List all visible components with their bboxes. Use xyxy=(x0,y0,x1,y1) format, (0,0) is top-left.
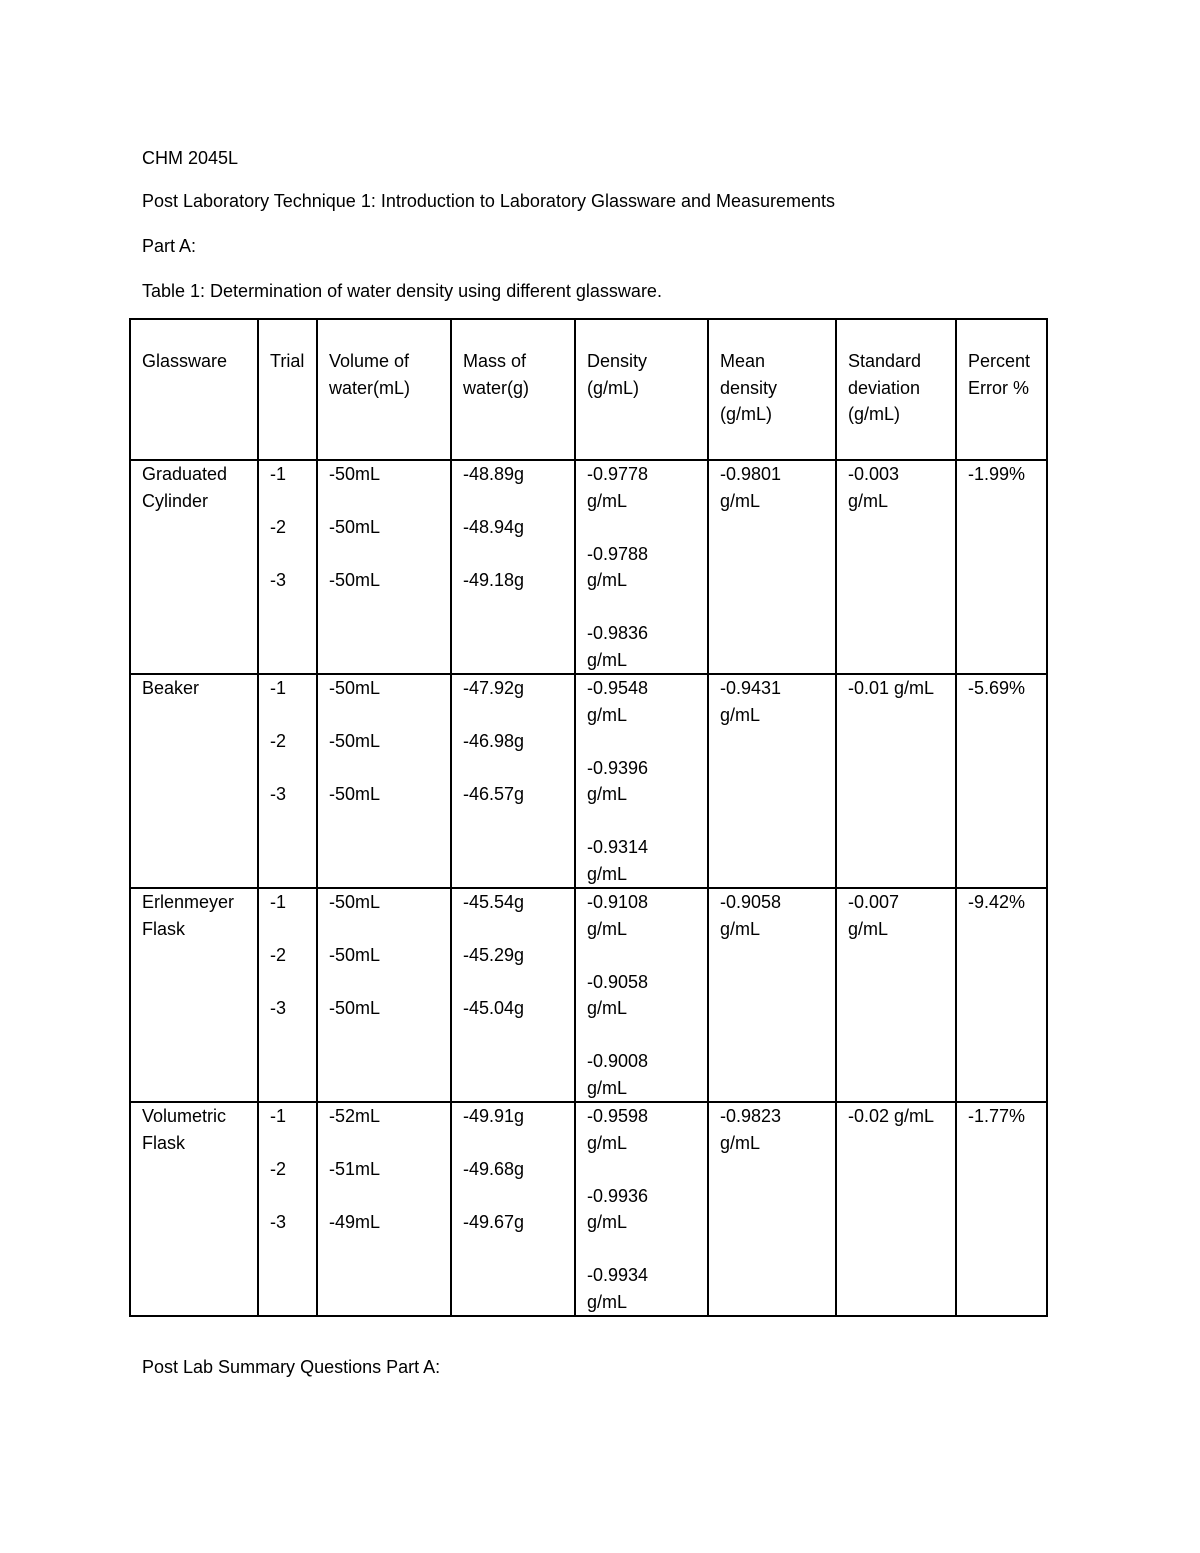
density-unit: g/mL xyxy=(587,490,628,511)
header-error xyxy=(956,319,1047,460)
header-glassware xyxy=(130,319,258,460)
mass-value: -46.57g xyxy=(463,784,525,804)
trial-cell xyxy=(258,1102,317,1316)
part-heading: Part A: xyxy=(142,236,197,256)
density-value: -0.9008 xyxy=(587,1051,649,1071)
trial-value: -2 xyxy=(270,945,287,965)
header-mass-line2: water(g) xyxy=(463,377,530,398)
density-value: -0.9598 xyxy=(587,1106,649,1126)
density-value: -0.9396 xyxy=(587,757,649,778)
header-trial xyxy=(258,319,317,460)
percent-error-value: -1.99% xyxy=(968,464,1026,484)
header-mean xyxy=(708,319,836,460)
percent-error-value: -5.69% xyxy=(968,678,1026,698)
mass-value: -49.68g xyxy=(463,1159,525,1179)
percent-error-cell xyxy=(956,460,1047,674)
density-value: -0.9314 xyxy=(587,837,649,857)
std-dev-cell xyxy=(836,460,956,674)
mass-cell xyxy=(451,460,575,674)
trial-value: -1 xyxy=(270,892,287,912)
glassware-cell xyxy=(130,674,258,888)
mean-density-cell xyxy=(708,674,836,888)
percent-error-cell xyxy=(956,674,1047,888)
header-std-line3: (g/mL) xyxy=(848,404,901,424)
mean-density-unit: g/mL xyxy=(720,918,761,939)
density-unit: g/mL xyxy=(587,570,628,590)
density-cell xyxy=(575,1102,708,1316)
volume-cell xyxy=(317,888,451,1102)
trial-cell xyxy=(258,674,317,888)
mass-cell xyxy=(451,888,575,1102)
mean-density-unit: g/mL xyxy=(720,704,761,725)
mass-cell xyxy=(451,1102,575,1316)
trial-value: -3 xyxy=(270,570,287,590)
glassware-name-line2: Cylinder xyxy=(142,490,209,511)
mean-density-unit: g/mL xyxy=(720,1132,761,1153)
header-mass-line1: Mass of xyxy=(463,351,527,371)
trial-value: -3 xyxy=(270,784,287,804)
density-value: -0.9058 xyxy=(587,971,649,992)
std-dev-value: -0.02 g/mL xyxy=(848,1106,935,1126)
density-value: -0.9934 xyxy=(587,1265,649,1285)
percent-error-value: -9.42% xyxy=(968,892,1026,912)
mass-value: -45.04g xyxy=(463,998,525,1018)
trial-cell xyxy=(258,888,317,1102)
header-error-line2: Error % xyxy=(968,377,1030,398)
density-unit: g/mL xyxy=(587,649,628,670)
mean-density-value: -0.9431 xyxy=(720,678,782,698)
table-row xyxy=(130,460,1047,674)
density-value: -0.9548 xyxy=(587,678,649,698)
glassware-name-line1: Volumetric xyxy=(142,1106,227,1126)
table-header-row xyxy=(130,319,1047,460)
mean-density-value: -0.9058 xyxy=(720,892,782,912)
density-unit: g/mL xyxy=(587,1132,628,1153)
volume-value: -50mL xyxy=(329,517,381,537)
header-volume-line1: Volume of xyxy=(329,351,410,371)
mass-value: -49.67g xyxy=(463,1212,525,1232)
volume-value: -50mL xyxy=(329,731,381,751)
density-unit: g/mL xyxy=(587,1077,628,1098)
std-dev-value: -0.003 xyxy=(848,464,900,484)
header-error-line1: Percent xyxy=(968,351,1031,371)
std-dev-cell xyxy=(836,674,956,888)
trial-value: -1 xyxy=(270,464,287,484)
std-dev-cell xyxy=(836,888,956,1102)
trial-value: -2 xyxy=(270,731,287,751)
trial-value: -3 xyxy=(270,1212,287,1232)
density-value: -0.9836 xyxy=(587,623,649,643)
glassware-cell xyxy=(130,1102,258,1316)
std-dev-value: -0.007 xyxy=(848,892,900,912)
trial-value: -1 xyxy=(270,1106,287,1126)
density-value: -0.9936 xyxy=(587,1185,649,1206)
volume-cell xyxy=(317,674,451,888)
density-value: -0.9108 xyxy=(587,892,649,912)
mass-value: -49.18g xyxy=(463,570,525,590)
percent-error-value: -1.77% xyxy=(968,1106,1026,1126)
std-dev-unit: g/mL xyxy=(848,918,889,939)
density-unit: g/mL xyxy=(587,704,628,725)
header-trial-label: Trial xyxy=(270,351,305,371)
volume-value: -50mL xyxy=(329,945,381,965)
mass-value: -46.98g xyxy=(463,731,525,751)
mass-value: -48.94g xyxy=(463,517,525,537)
header-mass xyxy=(451,319,575,460)
summary-questions-heading: Post Lab Summary Questions Part A: xyxy=(142,1357,441,1377)
trial-value: -2 xyxy=(270,517,287,537)
density-cell xyxy=(575,674,708,888)
volume-value: -50mL xyxy=(329,998,381,1018)
mean-density-value: -0.9801 xyxy=(720,464,782,484)
mass-value: -49.91g xyxy=(463,1106,525,1126)
std-dev-value: -0.01 g/mL xyxy=(848,678,935,698)
volume-value: -51mL xyxy=(329,1159,381,1179)
document-title: Post Laboratory Technique 1: Introduction to Laboratory Glassware and Measurements xyxy=(142,191,836,211)
glassware-cell xyxy=(130,460,258,674)
density-unit: g/mL xyxy=(587,998,628,1018)
header-std-line1: Standard xyxy=(848,351,922,371)
header-volume-line2: water(mL) xyxy=(329,377,411,398)
volume-cell xyxy=(317,1102,451,1316)
std-dev-cell xyxy=(836,1102,956,1316)
glassware-name-line1: Beaker xyxy=(142,678,200,698)
glassware-name-line2: Flask xyxy=(142,918,186,939)
percent-error-cell xyxy=(956,888,1047,1102)
mass-value: -47.92g xyxy=(463,678,525,698)
density-unit: g/mL xyxy=(587,1291,628,1312)
table-row xyxy=(130,888,1047,1102)
density-value: -0.9788 xyxy=(587,543,649,564)
glassware-name-line2: Flask xyxy=(142,1132,186,1153)
course-code: CHM 2045L xyxy=(142,148,239,168)
density-cell xyxy=(575,888,708,1102)
mass-cell xyxy=(451,674,575,888)
volume-value: -50mL xyxy=(329,464,381,484)
table-row xyxy=(130,1102,1047,1316)
header-std-line2: deviation xyxy=(848,377,921,398)
header-density-line1: Density xyxy=(587,351,648,371)
mass-value: -45.54g xyxy=(463,892,525,912)
glassware-cell xyxy=(130,888,258,1102)
density-unit: g/mL xyxy=(587,1212,628,1232)
trial-cell xyxy=(258,460,317,674)
mean-density-cell xyxy=(708,1102,836,1316)
trial-value: -1 xyxy=(270,678,287,698)
trial-value: -3 xyxy=(270,998,287,1018)
header-mean-line2: density xyxy=(720,377,778,398)
mean-density-cell xyxy=(708,888,836,1102)
density-unit: g/mL xyxy=(587,918,628,939)
density-value: -0.9778 xyxy=(587,464,649,484)
mean-density-unit: g/mL xyxy=(720,490,761,511)
volume-value: -50mL xyxy=(329,570,381,590)
volume-value: -52mL xyxy=(329,1106,381,1126)
density-cell xyxy=(575,460,708,674)
table-row xyxy=(130,674,1047,888)
volume-value: -49mL xyxy=(329,1212,381,1232)
mean-density-cell xyxy=(708,460,836,674)
header-volume xyxy=(317,319,451,460)
glassware-name-line1: Erlenmeyer xyxy=(142,892,235,912)
table-caption: Table 1: Determination of water density using different glassware. xyxy=(142,281,662,301)
volume-cell xyxy=(317,460,451,674)
trial-value: -2 xyxy=(270,1159,287,1179)
header-density-line2: (g/mL) xyxy=(587,377,640,398)
percent-error-cell xyxy=(956,1102,1047,1316)
header-glassware-label: Glassware xyxy=(142,351,228,371)
mass-value: -48.89g xyxy=(463,464,525,484)
mean-density-value: -0.9823 xyxy=(720,1106,782,1126)
header-density xyxy=(575,319,708,460)
density-unit: g/mL xyxy=(587,863,628,884)
density-unit: g/mL xyxy=(587,784,628,804)
mass-value: -45.29g xyxy=(463,945,525,965)
volume-value: -50mL xyxy=(329,892,381,912)
header-std xyxy=(836,319,956,460)
header-mean-line3: (g/mL) xyxy=(720,404,773,424)
header-mean-line1: Mean xyxy=(720,351,766,371)
volume-value: -50mL xyxy=(329,678,381,698)
volume-value: -50mL xyxy=(329,784,381,804)
glassware-name-line1: Graduated xyxy=(142,464,228,484)
density-table xyxy=(129,318,1048,1317)
std-dev-unit: g/mL xyxy=(848,490,889,511)
